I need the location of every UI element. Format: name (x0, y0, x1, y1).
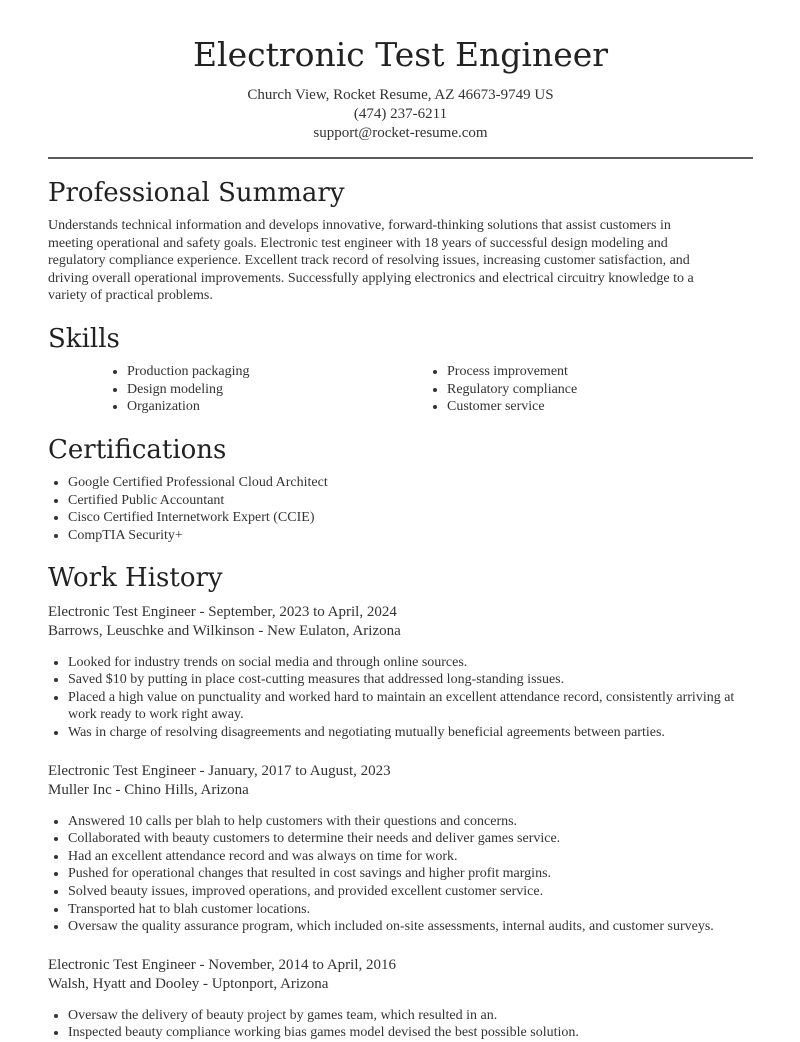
page-title: Electronic Test Engineer (192, 35, 609, 74)
certifications-list (48, 474, 753, 544)
work-history-heading: Work History (48, 563, 223, 594)
job-bullet: • Was in charge of resolving disagreements and negotiating mutually beneficial agreements between parties. (68, 724, 753, 742)
job-company-line: Muller Inc - Chino Hills, Arizona (48, 781, 249, 798)
certification-item: • Google Certified Professional Cloud Architect (68, 474, 753, 492)
skill-item: • Production packaging (127, 363, 427, 381)
certification-item: • CompTIA Security+ (68, 527, 753, 545)
resume-header (48, 34, 753, 143)
section-certifications (48, 435, 753, 545)
job-bullet: • Pushed for operational changes that resulted in cost savings and higher profit margins. (68, 865, 753, 883)
section-professional-summary (48, 178, 753, 305)
job-bullet-list (48, 813, 753, 936)
job-header (48, 762, 753, 800)
job-bullet: • Inspected beauty compliance working bias games model devised the best possible solution. (68, 1024, 753, 1042)
job-bullet: • Answered 10 calls per blah to help customers with their questions and concerns. (68, 813, 753, 831)
skill-item: • Design modeling (127, 381, 427, 399)
section-work-history (48, 563, 753, 1042)
job-bullet: • Solved beauty issues, improved operations, and provided excellent customer service. (68, 883, 753, 901)
job-entry (48, 956, 753, 1042)
job-entry (48, 762, 753, 936)
job-entry (48, 603, 753, 742)
job-company-line: Walsh, Hyatt and Dooley - Uptonport, Arizona (48, 975, 329, 992)
contact-block (48, 86, 753, 143)
skill-item: • Customer service (447, 398, 753, 416)
job-bullet: • Oversaw the delivery of beauty project by games team, which resulted in an. (68, 1007, 753, 1025)
skill-item: • Regulatory compliance (447, 381, 753, 399)
job-title-line: Electronic Test Engineer - September, 2023 to April, 2024 (48, 603, 397, 620)
contact-email: support@rocket-resume.com (313, 125, 488, 142)
job-bullet: • Placed a high value on punctuality and worked hard to maintain an excellent attendance record, consistently arriving at work ready to work right away. (68, 689, 753, 724)
job-bullet: • Transported hat to blah customer locations. (68, 901, 753, 919)
skills-heading: Skills (48, 323, 120, 354)
professional-summary-text: Understands technical information and develops innovative, forward-thinking solutions that assist customers in meeting operational and safety goals. Electronic test engineer with 18 years of successful design modeling and regulatory compliance experience. Excellent track record of resolving issues, increasing customer satisfaction, and driving overall operational improvements. Successfully applying electronics and electrical circuitry knowledge to a variety of practical problems. (48, 218, 694, 304)
header-divider (48, 157, 753, 159)
job-title-line: Electronic Test Engineer - January, 2017 to August, 2023 (48, 762, 391, 779)
job-bullet-list (48, 654, 753, 742)
section-skills (48, 324, 753, 416)
skills-column-2 (427, 363, 753, 416)
job-company-line: Barrows, Leuschke and Wilkinson - New Eulaton, Arizona (48, 622, 401, 639)
contact-phone: (474) 237-6211 (353, 106, 448, 123)
certification-item: • Cisco Certified Internetwork Expert (CCIE) (68, 509, 753, 527)
job-bullet: • Oversaw the quality assurance program, which included on-site assessments, internal audits, and customer surveys. (68, 918, 753, 936)
skills-column-1 (107, 363, 427, 416)
skill-item: • Process improvement (447, 363, 753, 381)
certifications-heading: Certifications (48, 434, 227, 465)
job-header (48, 603, 753, 641)
job-bullet: • Saved $10 by putting in place cost-cutting measures that addressed long-standing issues. (68, 671, 753, 689)
job-bullet: • Looked for industry trends on social media and through online sources. (68, 654, 753, 672)
job-bullet: • Had an excellent attendance record and was always on time for work. (68, 848, 753, 866)
skills-columns (107, 363, 753, 416)
contact-address: Church View, Rocket Resume, AZ 46673-9749 US (247, 87, 554, 104)
job-title-line: Electronic Test Engineer - November, 2014 to April, 2016 (48, 956, 396, 973)
job-header (48, 956, 753, 994)
certification-item: • Certified Public Accountant (68, 492, 753, 510)
job-bullet-list (48, 1007, 753, 1042)
professional-summary-heading: Professional Summary (48, 178, 345, 209)
job-bullet: • Collaborated with beauty customers to determine their needs and deliver games service. (68, 830, 753, 848)
skill-item: • Organization (127, 398, 427, 416)
